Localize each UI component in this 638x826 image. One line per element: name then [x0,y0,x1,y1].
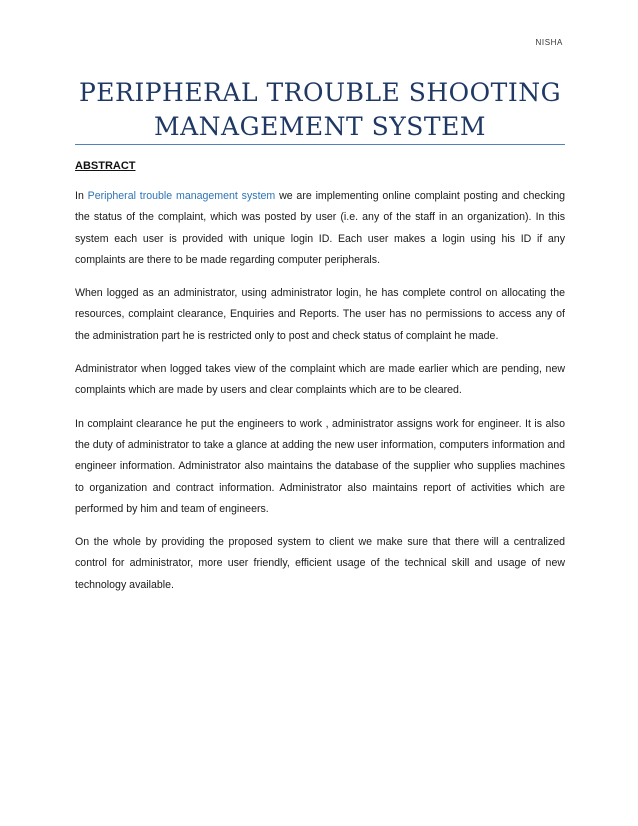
section-heading: ABSTRACT [75,160,136,172]
paragraph-1-text: we are implementing online complaint posting and checking the status of the complaint, which was posted by user (i.e. any of the staff in an organization). In this system each user is provided with unique login ID. Each user makes a login using his ID if any complaints are there to be made regarding computer peripherals. [75,190,565,266]
document-title [75,76,565,144]
paragraph-2: When logged as an administrator, using administrator login, he has complete control on allocating the resources, complaint clearance, Enquiries and Reports. The user has no permissions to access any of the administration part he is restricted only to post and check status of complaint he made. [75,287,565,342]
header-author: NISHA [535,38,563,47]
paragraph-5: On the whole by providing the proposed system to client we make sure that there will a centralized control for administrator, more user friendly, efficient usage of the technical skill and usage of new technology available. [75,536,565,591]
paragraph-3: Administrator when logged takes view of the complaint which are made earlier which are pending, new complaints which are made by users and clear complaints which are to be cleared. [75,363,565,397]
paragraph-1-prefix: In [75,190,88,202]
title-line-2: MANAGEMENT SYSTEM [154,112,486,141]
paragraph-4: In complaint clearance he put the engineers to work , administrator assigns work for engineer. It is also the duty of administrator to take a glance at adding the new user information, computers information and engineer information. Administrator also maintains the database of the supplier who supplies machines to organization and contract information. Administrator also maintains report of activities which are performed by him and team of engineers. [75,417,565,515]
title-line-1: PERIPHERAL TROUBLE SHOOTING [78,78,562,107]
abstract-body [75,186,565,608]
title-divider [75,144,565,145]
paragraph-1 [75,186,565,271]
system-name-link[interactable]: Peripheral trouble management system [87,190,276,202]
